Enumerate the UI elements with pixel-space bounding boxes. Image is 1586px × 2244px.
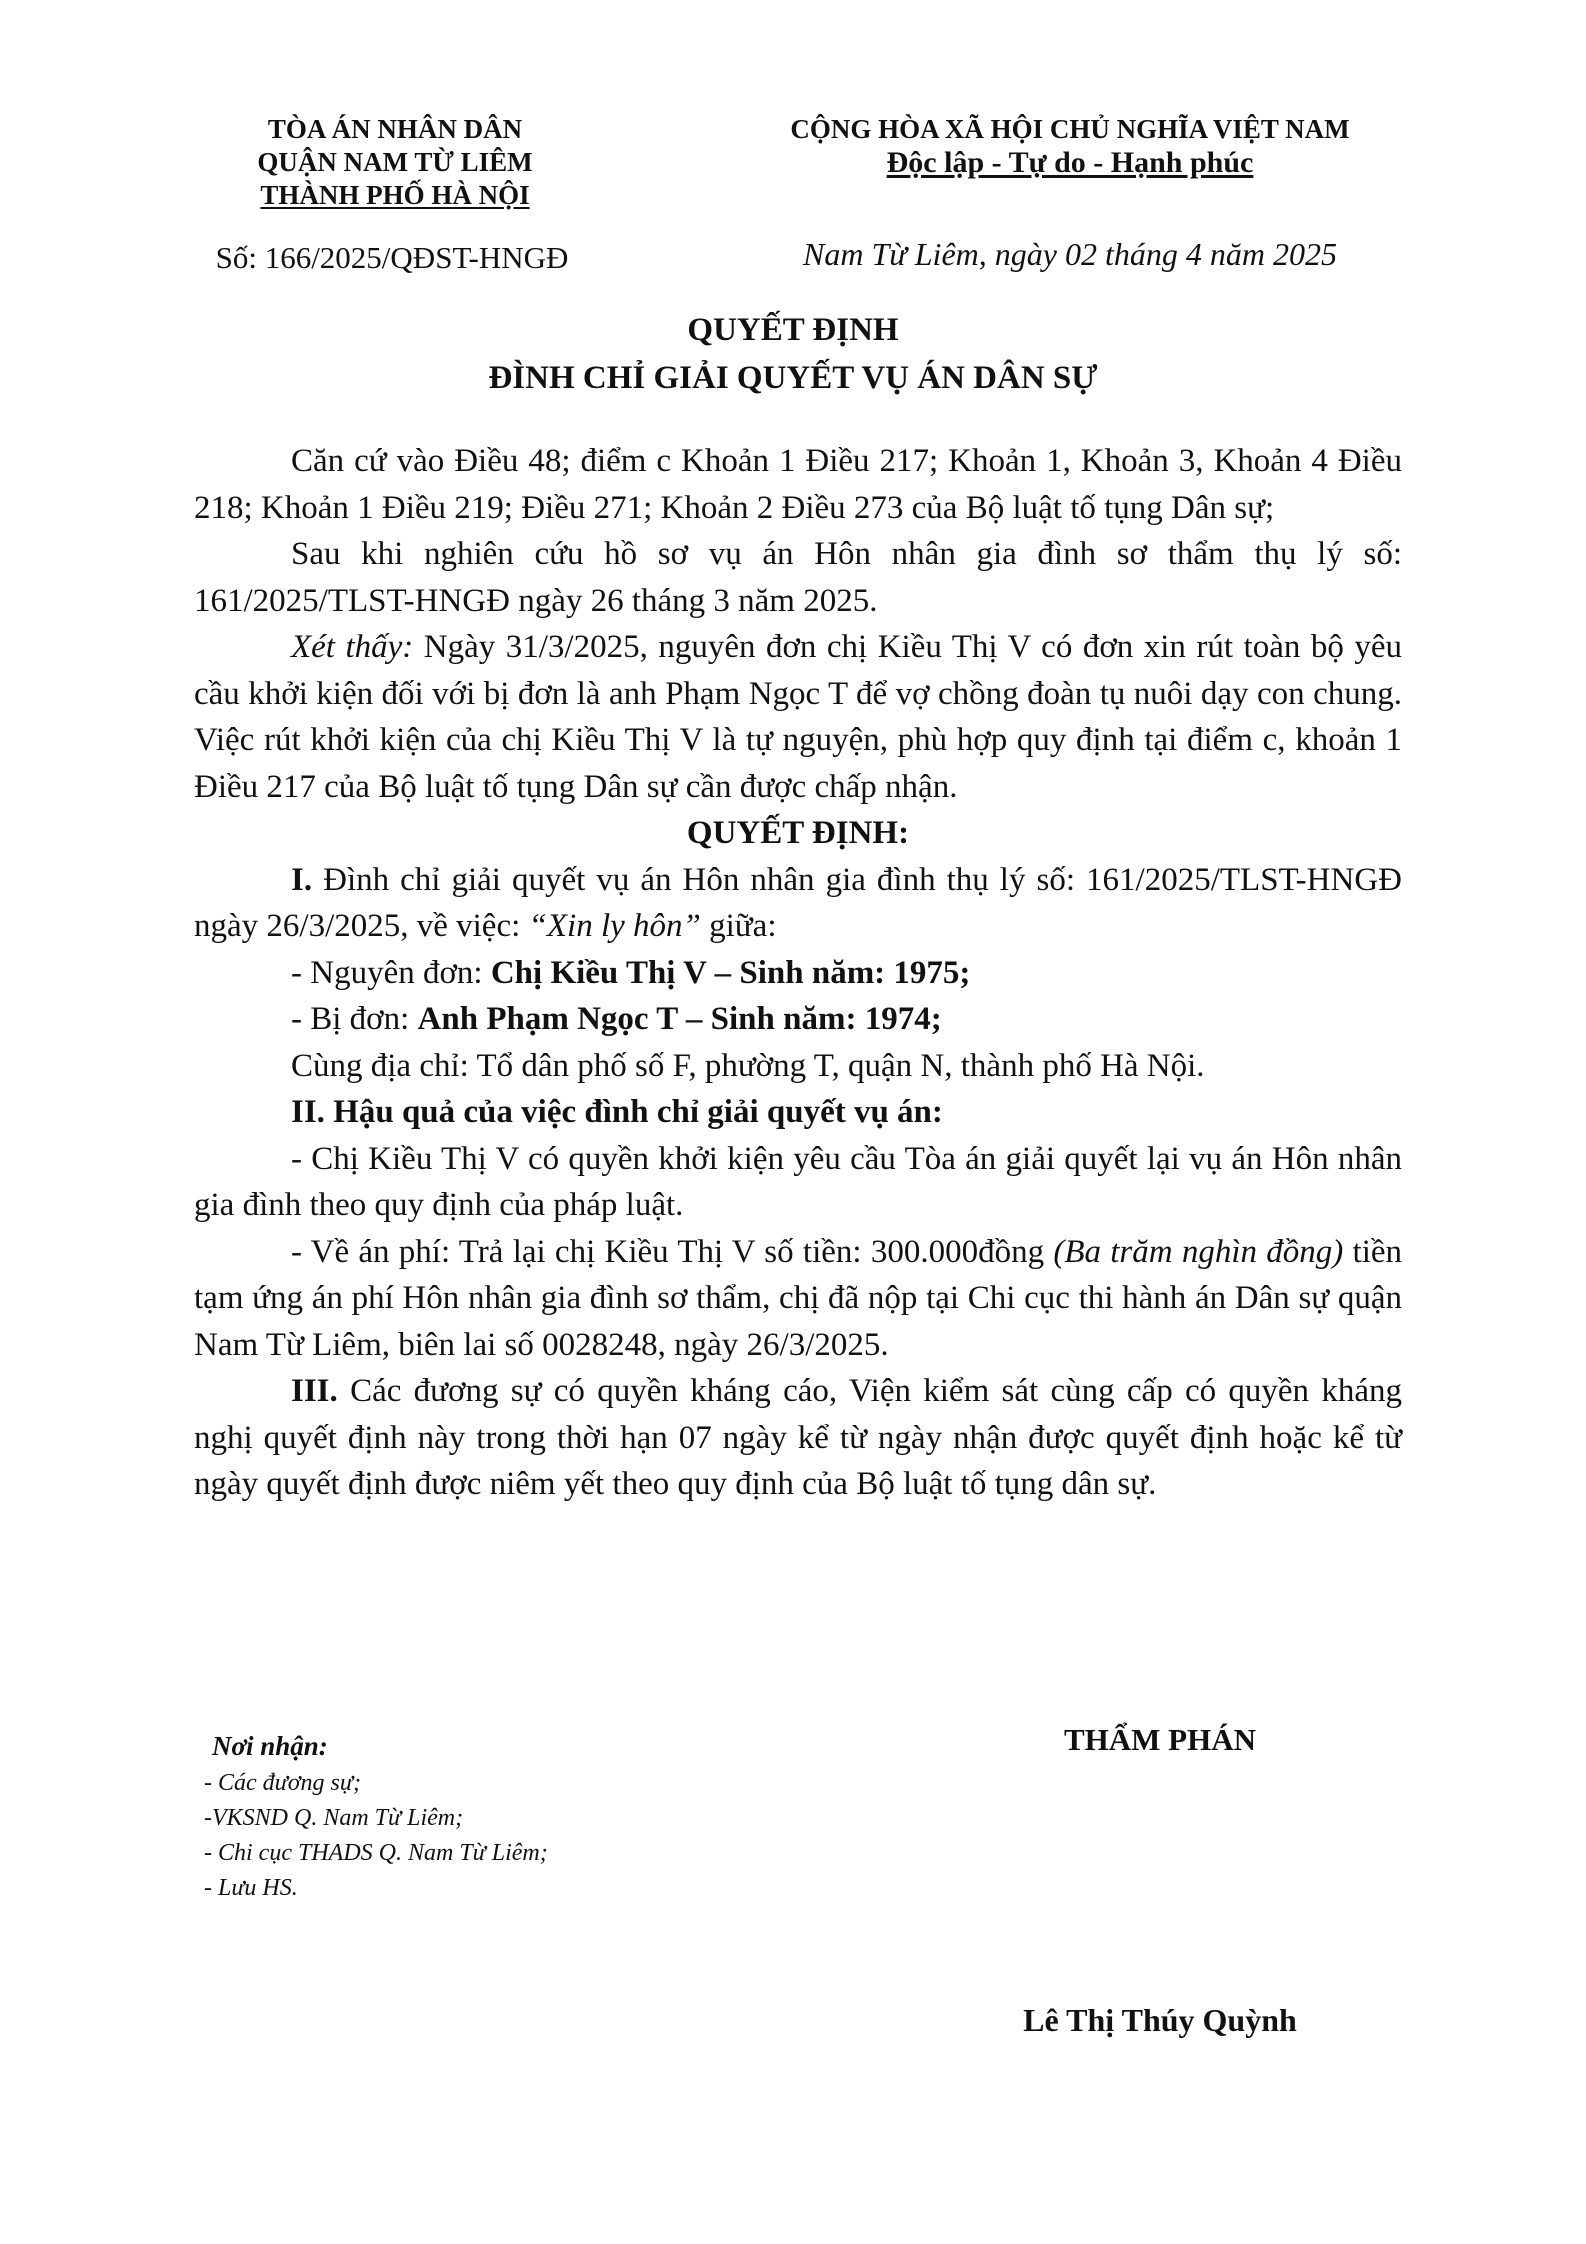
section-1-tail: giữa: [700,908,777,944]
recipient-item: - Chi cục THADS Q. Nam Từ Liêm; [204,1840,548,1866]
section-2-item-1: - Chị Kiều Thị V có quyền khởi kiện yêu cầu Tòa án giải quyết lại vụ án Hôn nhân gia đình theo quy định của pháp luật. [194,1140,1402,1223]
case-review: Sau khi nghiên cứu hồ sơ vụ án Hôn nhân gia đình sơ thẩm thụ lý số: 161/2025/TLST-HNGĐ ngày 26 tháng 3 năm 2025. [194,536,1402,619]
defendant-label: - Bị đơn: [291,1001,418,1037]
recipient-item: - Lưu HS. [204,1875,298,1901]
plaintiff-value: Chị Kiều Thị V – Sinh năm: 1975; [490,954,971,991]
place-date: Nam Từ Liêm, ngày 02 tháng 4 năm 2025 [803,236,1337,272]
plaintiff-line [194,950,1402,997]
legal-basis: Căn cứ vào Điều 48; điểm c Khoản 1 Điều 217; Khoản 1, Khoản 3, Khoản 4 Điều 218; Khoản 1 Điều 219; Điều 271; Khoản 2 Điều 273 của Bộ luật tố tụng Dân sự; [194,443,1402,526]
finding-paragraph [194,624,1402,810]
section-2-heading: II. Hậu quả của việc đình chỉ giải quyết vụ án: [291,1094,943,1130]
section-3-label: III. [291,1373,338,1409]
section-1-label: I. [291,861,313,898]
case-subject: “Xin ly hôn” [528,908,701,944]
decision-heading: QUYẾT ĐỊNH: [686,815,910,851]
plaintiff-label: - Nguyên đơn: [291,954,491,991]
defendant-line [194,996,1402,1043]
section-2-item-2 [194,1229,1402,1369]
section-3-text: Các đương sự có quyền kháng cáo, Viện kiểm sát cùng cấp có quyền kháng nghị quyết định này trong thời hạn 07 ngày kể từ ngày nhận được quyết định hoặc kể từ ngày quyết định được niêm yết theo quy định của Bộ luật tố tụng dân sự. [194,1373,1402,1502]
section-1 [194,857,1402,950]
court-header [200,113,590,212]
section-3 [194,1368,1402,1508]
document-body [194,438,1402,1508]
document-subtitle: ĐÌNH CHỈ GIẢI QUYẾT VỤ ÁN DÂN SỰ [488,360,1098,396]
defendant-value: Anh Phạm Ngọc T – Sinh năm: 1974; [417,1001,942,1037]
recipients-heading: Nơi nhận: [212,1731,328,1761]
court-fee-tail: tiền tạm ứng án phí Hôn nhân gia đình sơ thẩm, chị đã nộp tại Chi cục thi hành án Dân sự quận Nam Từ Liêm, biên lai số 0028248, ngày 26/3/2025. [194,1233,1403,1363]
document-number: Số: 166/2025/QĐST-HNGĐ [215,240,569,275]
national-header [690,113,1450,179]
court-city: THÀNH PHỐ HÀ NỘI [260,180,530,210]
section-1-text: Đình chỉ giải quyết vụ án Hôn nhân gia đình thụ lý số: 161/2025/TLST-HNGĐ ngày 26/3/2025, về việc: [194,861,1402,944]
finding-text: Ngày 31/3/2025, nguyên đơn chị Kiều Thị V có đơn xin rút toàn bộ yêu cầu khởi kiện đối với bị đơn là anh Phạm Ngọc T để vợ chồng đoàn tụ nuôi dạy con chung. Việc rút khởi kiện của chị Kiều Thị V là tự nguyện, phù hợp quy định tại điểm c, khoản 1 Điều 217 của Bộ luật tố tụng Dân sự cần được chấp nhận. [194,629,1403,805]
recipient-item: -VKSND Q. Nam Từ Liêm; [204,1805,464,1831]
signer-role: THẨM PHÁN [1063,1722,1256,1757]
republic-name: CỘNG HÒA XÃ HỘI CHỦ NGHĨA VIỆT NAM [790,114,1350,144]
recipients-block [204,1726,724,1906]
finding-label: Xét thấy: [291,629,414,665]
signer-name: Lê Thị Thúy Quỳnh [1023,2002,1297,2038]
court-fee-text: - Về án phí: Trả lại chị Kiều Thị V số tiền: 300.000đồng [291,1233,1054,1270]
address-line: Cùng địa chỉ: Tổ dân phố số F, phường T, quận N, thành phố Hà Nội. [291,1047,1205,1084]
court-district: QUẬN NAM TỪ LIÊM [257,147,533,177]
document-title: QUYẾT ĐỊNH [687,312,899,348]
recipient-item: - Các đương sự; [204,1770,361,1796]
court-name: TÒA ÁN NHÂN DÂN [267,114,523,144]
court-fee-words: (Ba trăm nghìn đồng) [1053,1233,1344,1270]
national-motto: Độc lập - Tự do - Hạnh phúc [886,146,1254,179]
